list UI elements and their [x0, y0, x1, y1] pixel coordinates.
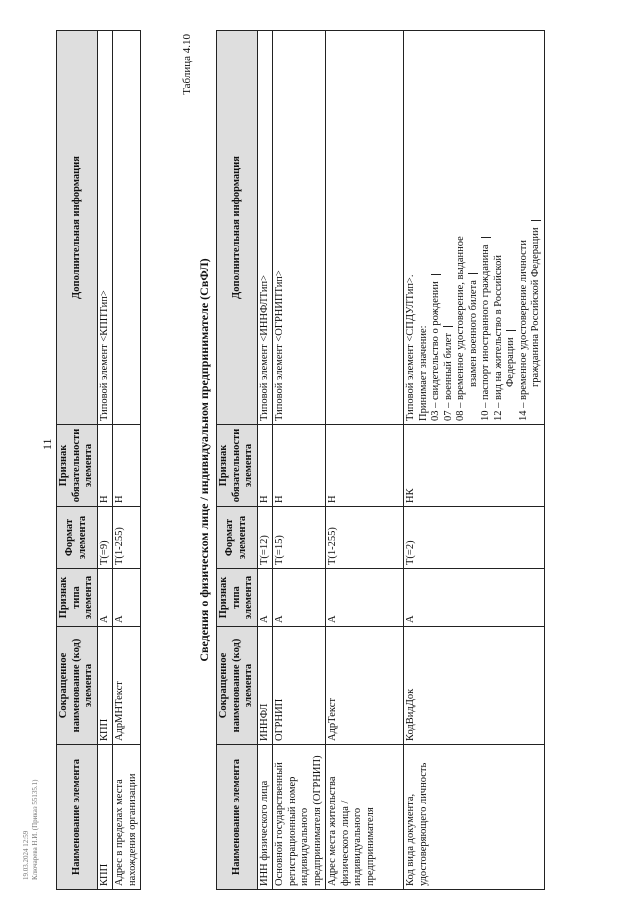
element-code: АдрМНТекст: [113, 627, 141, 745]
registration-stamp: [22, 780, 40, 880]
header-cell: Формат элемента: [217, 507, 258, 569]
element-code: КодВидДок: [404, 627, 545, 745]
header-cell: Наименование элемента: [217, 745, 258, 890]
element-requirement: Н: [326, 425, 404, 507]
edit-mark: [481, 237, 491, 238]
element-code: ИННФЛ: [257, 627, 273, 745]
element-code: КПП: [97, 627, 113, 745]
element-name: Код вида документа, удостоверяющего личность: [404, 745, 545, 890]
table-row: [273, 31, 326, 890]
value-item: [518, 34, 531, 421]
header-cell: Сокращенное наименование (код) элемента: [57, 627, 98, 745]
element-type: А: [97, 569, 113, 627]
table-row: [113, 31, 141, 890]
table-2-container: [181, 30, 545, 890]
table-header-row: [217, 31, 258, 890]
element-info: [113, 31, 141, 425]
value-text: взамен военного билета: [467, 280, 479, 387]
element-name: Адрес места жительства физического лица / индивидуального предпринимателя: [326, 745, 404, 890]
element-requirement: Н: [113, 425, 141, 507]
edit-mark: [531, 220, 541, 221]
element-info: Типовой элемент <ИННФЛТип>: [257, 31, 273, 425]
edit-mark: [431, 274, 441, 275]
edit-mark: [506, 330, 516, 331]
header-cell: Наименование элемента: [57, 745, 98, 890]
element-info: Типовой элемент <КППТип>: [97, 31, 113, 425]
stamp-line: 19.03.2024 12:59: [22, 830, 30, 880]
header-cell: Формат элемента: [57, 507, 98, 569]
table-header-row: [57, 31, 98, 890]
value-item: [480, 34, 493, 421]
element-format: T(1-255): [113, 507, 141, 569]
value-text: 12 – вид на жительство в Российской: [492, 255, 504, 421]
element-type: А: [273, 569, 326, 627]
info-intro: Типовой элемент <СПДУЛТип>.: [405, 274, 416, 421]
header-cell: Признак обязательности элемента: [57, 425, 98, 507]
table-title: Сведения о физическом лице / индивидуальном предпринимателе (СвФЛ): [197, 258, 211, 662]
info-accepts: Принимает значение:: [417, 325, 429, 421]
element-requirement: Н: [273, 425, 326, 507]
header-cell: Сокращенное наименование (код) элемента: [217, 627, 258, 745]
value-continuation: [530, 34, 543, 421]
element-format: T(=2): [404, 507, 545, 569]
table-row: [257, 31, 273, 890]
element-name: ИНН физического лица: [257, 745, 273, 890]
element-info: [404, 31, 545, 425]
edit-mark: [443, 326, 453, 327]
header-cell: Признак типа элемента: [217, 569, 258, 627]
value-text: гражданина Российской Федерации: [530, 227, 541, 387]
value-continuation: [468, 34, 481, 421]
table-row: [326, 31, 404, 890]
element-info: Типовой элемент <ОГРНИПТип>: [273, 31, 326, 425]
element-format: T(1-255): [326, 507, 404, 569]
value-item: [493, 34, 506, 421]
element-name: Основной государственный регистрационный номер индивидуального предпринимателя (ОГРНИП): [273, 745, 326, 890]
value-text: 03 – свидетельство о рождении: [430, 281, 441, 421]
table-number-label: Таблица 4.10: [181, 34, 193, 95]
element-format: T(=9): [97, 507, 113, 569]
table-1-container: [56, 30, 141, 890]
header-cell: Признак типа элемента: [57, 569, 98, 627]
value-item: [455, 34, 468, 421]
value-text: 10 – паспорт иностранного гражданина: [480, 244, 491, 421]
element-name: КПП: [97, 745, 113, 890]
header-cell: Признак обязательности элемента: [217, 425, 258, 507]
stamp-line: Ключарева Н.И. (Приказ 55135.1): [31, 779, 39, 880]
page-number: 11: [40, 438, 54, 450]
table-row: [97, 31, 113, 890]
value-text: 14 – временное удостоверение личности: [517, 239, 529, 421]
element-type: А: [113, 569, 141, 627]
element-type: А: [404, 569, 545, 627]
table-row: [404, 31, 545, 890]
element-type: А: [326, 569, 404, 627]
element-format: T(=12): [257, 507, 273, 569]
value-continuation: [505, 34, 518, 421]
element-requirement: Н: [97, 425, 113, 507]
element-format: T(=15): [273, 507, 326, 569]
element-requirement: НК: [404, 425, 545, 507]
value-text: 07 – военный билет: [442, 333, 454, 421]
value-item: [430, 34, 443, 421]
element-requirement: Н: [257, 425, 273, 507]
elements-table-1: [56, 30, 141, 890]
edit-mark: [468, 273, 478, 274]
element-code: ОГРНИП: [273, 627, 326, 745]
elements-table-2: [216, 30, 545, 890]
element-type: А: [257, 569, 273, 627]
header-cell: Дополнительная информация: [57, 31, 98, 425]
value-text: Федерации: [505, 337, 516, 387]
element-name: Адрес в пределах места нахождения организации: [113, 745, 141, 890]
header-cell: Дополнительная информация: [217, 31, 258, 425]
element-code: АдрТекст: [326, 627, 404, 745]
element-info: [326, 31, 404, 425]
value-text: 08 – временное удостоверение, выданное: [455, 236, 466, 421]
value-item: [443, 34, 456, 421]
